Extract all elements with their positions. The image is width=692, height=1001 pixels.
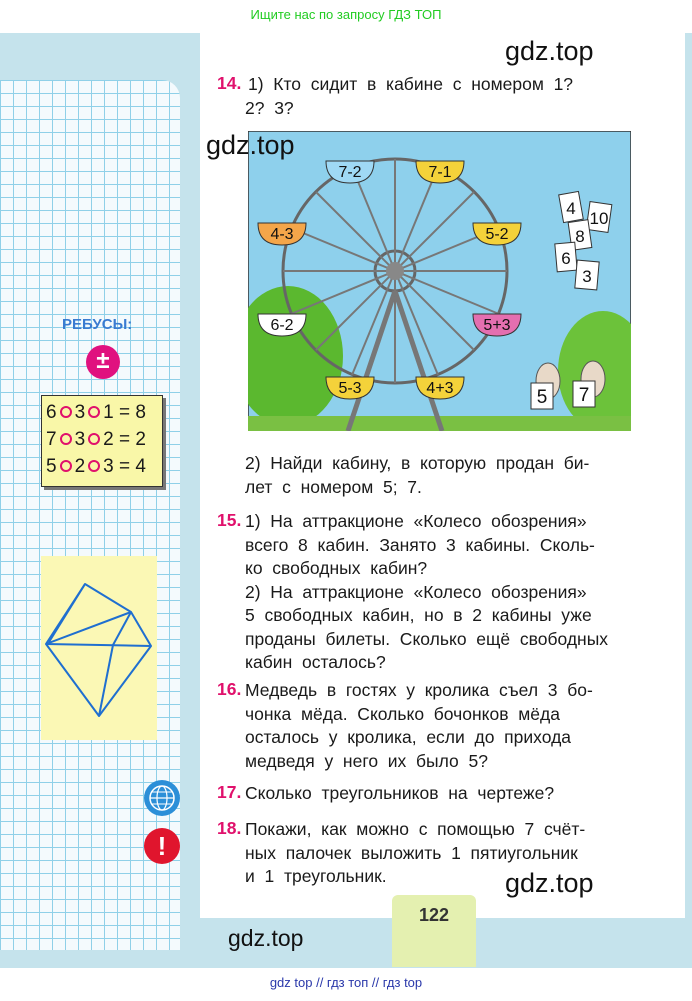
task-number: 14. — [217, 73, 242, 93]
ring-icon — [88, 406, 100, 418]
page-number: 122 — [418, 905, 450, 925]
task-line: 1) Кто сидит в кабине с номером 1? — [248, 74, 574, 94]
watermark: gdz.top — [505, 36, 594, 66]
triangle-drawing-card — [41, 556, 157, 740]
globe-icon[interactable] — [144, 780, 180, 816]
ticket-number: 6 — [561, 249, 571, 268]
ticket-number: 4 — [566, 199, 576, 218]
task-line: ко свободных кабин? — [245, 558, 428, 578]
cabin-label: 5-2 — [485, 226, 509, 243]
ferris-wheel-illustration — [248, 131, 631, 431]
rebus-box — [41, 395, 163, 487]
task-line: Покажи, как можно с помощью 7 счёт- — [245, 819, 586, 839]
task-line: и 1 треугольник. — [245, 866, 387, 886]
ticket-number: 10 — [589, 209, 609, 228]
footer-links: gdz top // гдз топ // гдз top — [0, 968, 692, 1001]
task-number: 17. — [217, 782, 242, 802]
cabin-label: 5-3 — [338, 380, 362, 397]
task-line: осталось у кролика, если до прихода — [245, 727, 572, 747]
task-line: 1) На аттракционе «Колесо обозрения» — [245, 511, 587, 531]
cabin-label: 7-2 — [338, 164, 362, 181]
task-line: Медведь в гостях у кролика съел 3 бо- — [245, 680, 593, 700]
ring-icon — [60, 460, 72, 472]
task-line: чонка мёда. Сколько бочонков мёда — [245, 703, 560, 724]
rebus-line-2: 7 3 2 = 2 — [46, 429, 146, 450]
task-line: лет с номером 5; 7. — [245, 476, 422, 497]
rebus-title: РЕБУСЫ: — [62, 316, 133, 333]
header-banner: Ищите нас по запросу ГДЗ ТОП — [0, 0, 692, 33]
watermark: gdz.top — [206, 130, 295, 160]
ticket-number: 8 — [575, 227, 585, 246]
cabin-label: 6-2 — [270, 317, 294, 334]
task-line: 5 свободных кабин, но в 2 кабины уже — [245, 605, 592, 625]
cabin-label: 7-1 — [428, 164, 452, 181]
ring-icon — [88, 460, 100, 472]
task-line: кабин осталось? — [245, 652, 386, 672]
cabin-label: 5+3 — [483, 317, 511, 334]
rebus-line-1: 6 3 1 = 8 — [46, 402, 146, 423]
task-number: 18. — [217, 818, 242, 838]
task-line: проданы билеты. Сколько ещё свободных — [245, 628, 609, 649]
ring-icon — [60, 433, 72, 445]
task-line: 2) На аттракционе «Колесо обозрения» — [245, 581, 587, 602]
watermark: gdz.top — [228, 925, 304, 951]
sign-number: 5 — [536, 387, 548, 408]
graph-paper-margin — [0, 80, 180, 950]
watermark: gdz.top — [505, 868, 594, 898]
task-line: 2) Найди кабину, в которую продан би- — [245, 453, 590, 473]
ticket-number: 3 — [582, 267, 592, 286]
task-number: 15. — [217, 510, 242, 530]
task-line: ных палочек выложить 1 пятиугольник — [245, 842, 578, 863]
sign-number: 7 — [578, 385, 590, 406]
rebus-line-3: 5 2 3 = 4 — [46, 456, 146, 477]
task-line: 2? 3? — [245, 97, 294, 118]
task-number: 16. — [217, 679, 242, 699]
task-line: всего 8 кабин. Занято 3 кабины. Сколь- — [245, 534, 595, 555]
ring-icon — [88, 433, 100, 445]
cabin-label: 4+3 — [426, 380, 454, 397]
task-line: медведя у него их было 5? — [245, 750, 488, 771]
task-line: Сколько треугольников на чертеже? — [245, 783, 555, 803]
cabin-label: 4-3 — [270, 226, 294, 243]
triangles-drawing — [41, 556, 157, 740]
plus-minus-icon: ± — [86, 345, 120, 379]
ring-icon — [60, 406, 72, 418]
exclamation-icon[interactable]: ! — [144, 828, 180, 864]
